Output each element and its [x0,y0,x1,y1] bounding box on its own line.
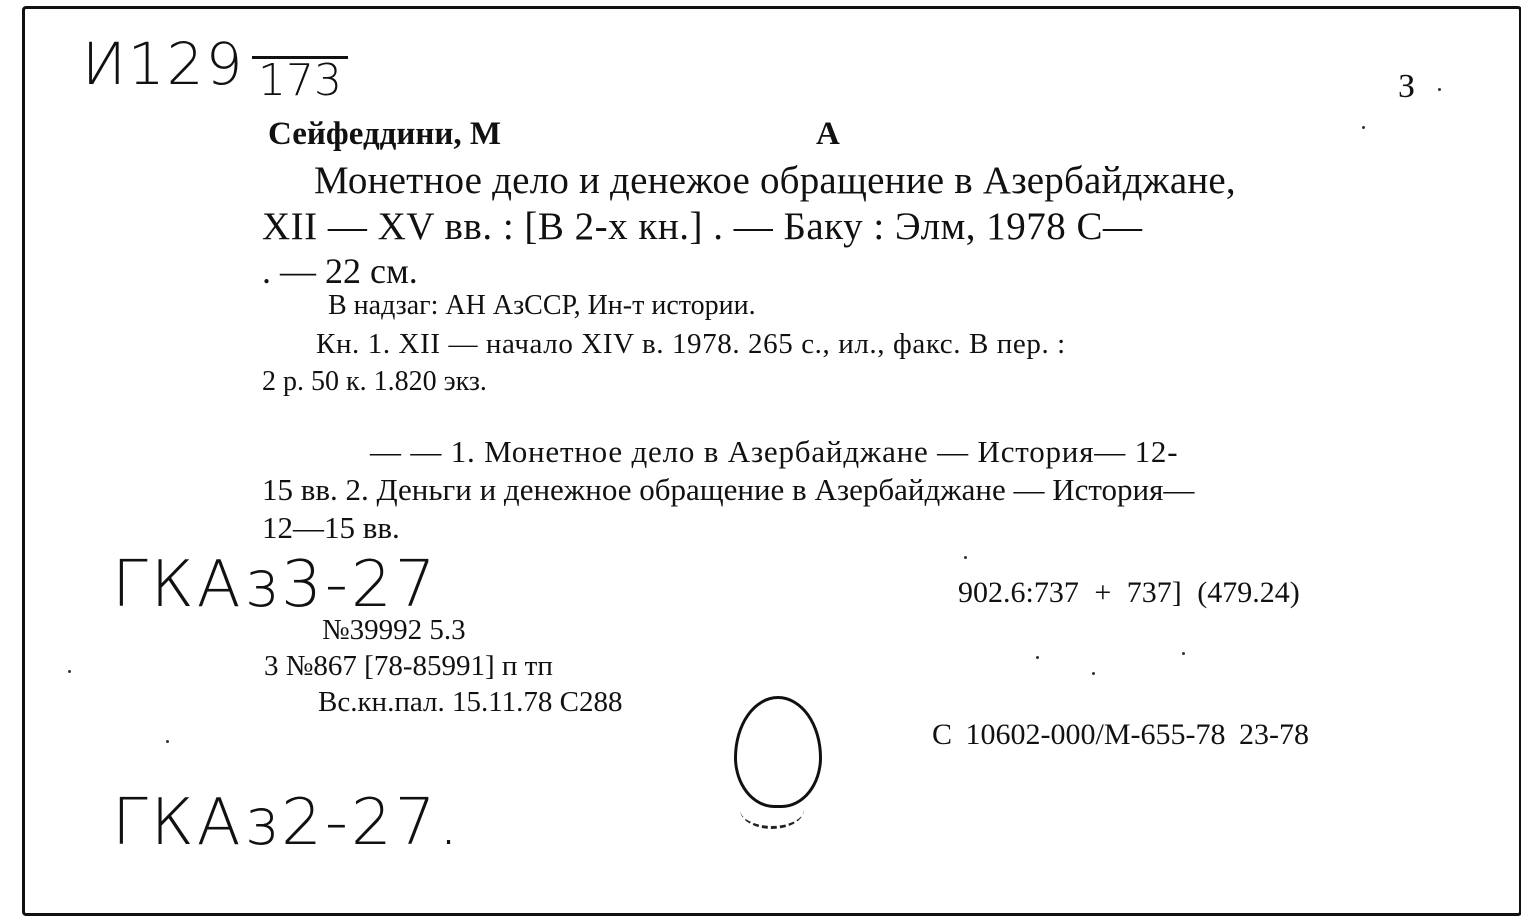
index-code: С 10602-000/М-655-78 23-78 [932,718,1309,751]
speck [1092,672,1095,675]
subject-line-1: — — 1. Монетное дело в Азербайджане — История— 12- [370,434,1179,469]
speck [1362,126,1365,129]
classification-number: 902.6:737 + 737] (479.24) [958,576,1300,609]
speck [1036,656,1039,659]
speck [166,740,169,743]
handwritten-code-2: ГКАз2-27. [112,786,462,860]
speck [964,556,967,559]
handwritten-shelfmark-sub: 173 [252,56,348,103]
speck [68,670,71,673]
punch-hole-shadow [740,790,804,829]
book-chamber: Вс.кн.пал. 15.11.78 С288 [318,686,623,718]
note-line: В надзаг: АН АзССР, Ин-т истории. [328,290,756,321]
print-number: 3 №867 [78-85991] п тп [264,650,553,682]
volume-line-2: 2 р. 50 к. 1.820 экз. [262,366,487,397]
title-line-3: . — 22 см. [262,251,418,291]
volume-line-1: Кн. 1. XII — начало XIV в. 1978. 265 с., ил., факс. В пер. : [316,328,1066,360]
subject-line-3: 12—15 вв. [262,510,400,545]
author-name: Сейфеддини, М [268,116,502,152]
handwritten-code-1: ГКАз3-27 [112,548,439,622]
speck [1438,88,1441,91]
order-number: №39992 5.3 [322,614,466,646]
title-line-1: Монетное дело и денежое обращение в Азербайджане, [314,159,1236,202]
corner-letter: З [1398,68,1416,105]
author-initial: А [816,116,840,152]
title-line-2: XII — XV вв. : [В 2-х кн.] . — Баку : Элм, 1978 С— [262,205,1143,248]
speck [1182,652,1185,655]
handwritten-shelfmark: И129 [82,30,245,98]
subject-line-2: 15 вв. 2. Деньги и денежное обращение в Азербайджане — История— [262,472,1195,507]
